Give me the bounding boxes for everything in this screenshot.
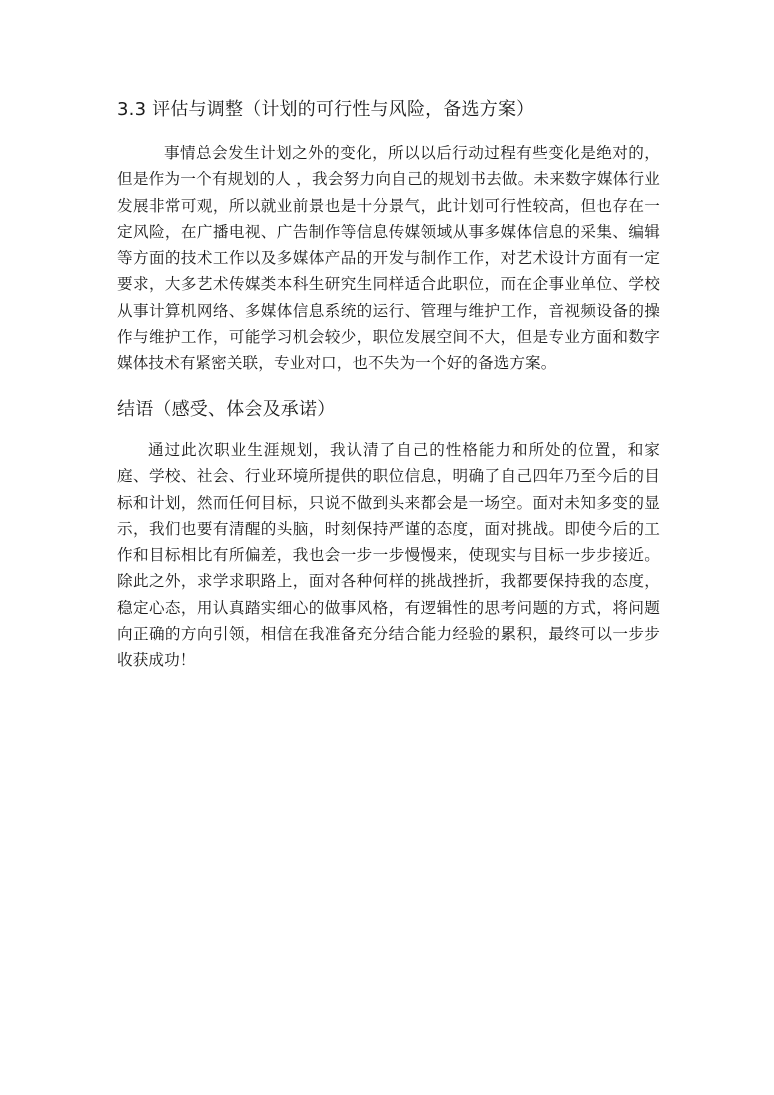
section-heading: 3.3 评估与调整（计划的可行性与风险，备选方案）	[117, 99, 535, 120]
section-paragraph: 事情总会发生计划之外的变化，所以以后行动过程有些变化是绝对的，但是作为一个有规划的人 ，我会努力向自己的规划书去做。未来数字媒体行业发展非常可观，所以就业前景也是十分景气，此计划可行性较高，但也存在一定风险，在广播电视、广告制作等信息传媒领域从事多媒体信息的采集、编辑等方面的技术工作以及多媒体产品的开发与制作工作，对艺术设计方面有一定要求，大多艺术传媒类本科生研究生同样适合此职位，而在企事业单位、学校从事计算机网络、多媒体信息系统的运行、管理与维护工作，音视频设备的操作与维护工作，可能学习机会较少，职位发展空间不大，但是专业方面和数字媒体技术有紧密关联，专业对口，也不失为一个好的备选方案。	[117, 144, 660, 373]
conclusion-paragraph: 通过此次职业生涯规划，我认清了自己的性格能力和所处的位置，和家庭、学校、社会、行业环境所提供的职位信息，明确了自己四年乃至今后的目标和计划，然而任何目标，只说不做到头来都会是一场空。面对未知多变的显示，我们也要有清醒的头脑，时刻保持严谨的态度，面对挑战。即使今后的工作和目标相比有所偏差，我也会一步一步慢慢来，使现实与目标一步步接近。除此之外，求学求职路上，面对各种何样的挑战挫折，我都要保持我的态度，稳定心态，用认真踏实细心的做事风格，有逻辑性的思考问题的方式，将问题向正确的方向引领，相信在我准备充分结合能力经验的累积，最终可以一步步收获成功！	[117, 441, 660, 670]
conclusion-heading: 结语（感受、体会及承诺）	[117, 399, 336, 420]
